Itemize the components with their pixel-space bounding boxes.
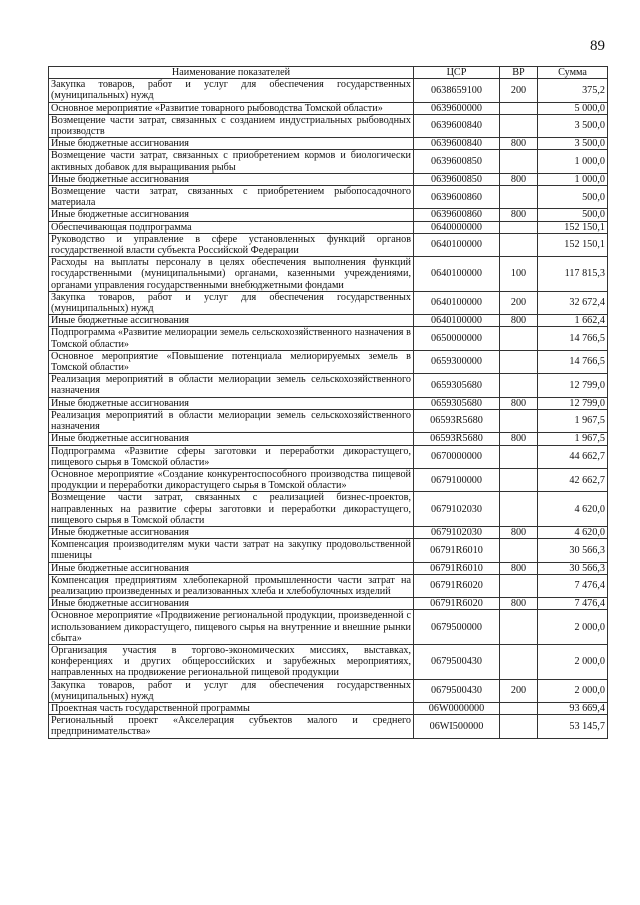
csr-cell: 06791R6020: [414, 598, 500, 610]
table-row: [49, 715, 608, 738]
table-row: [49, 539, 608, 562]
name-cell: Проектная часть государственной программы: [49, 702, 414, 714]
budget-table: [48, 66, 608, 739]
table-row: [49, 209, 608, 221]
sum-cell: 14 766,5: [538, 350, 608, 373]
name-cell: Иные бюджетные ассигнования: [49, 562, 414, 574]
name-cell: Реализация мероприятий в области мелиорации земель сельскохозяйственного назначения: [49, 409, 414, 432]
sum-cell: 14 766,5: [538, 327, 608, 350]
sum-cell: 12 799,0: [538, 397, 608, 409]
vr-cell: [500, 610, 538, 645]
csr-cell: 0679102030: [414, 526, 500, 538]
table-row: [49, 574, 608, 597]
header-csr: ЦСР: [414, 67, 500, 79]
csr-cell: 0679500430: [414, 679, 500, 702]
table-row: [49, 445, 608, 468]
vr-cell: [500, 574, 538, 597]
csr-cell: 06791R6010: [414, 539, 500, 562]
vr-cell: [500, 102, 538, 114]
table-row: [49, 150, 608, 173]
table-row: [49, 598, 608, 610]
header-sum: Сумма: [538, 67, 608, 79]
table-row: [49, 468, 608, 491]
name-cell: Расходы на выплаты персоналу в целях обеспечения выполнения функций государственными (муниципальными) органами, казенными учреждениями, органами управления государственными внебюджетными фондами: [49, 257, 414, 292]
vr-cell: [500, 492, 538, 527]
sum-cell: 53 145,7: [538, 715, 608, 738]
csr-cell: 0659305680: [414, 374, 500, 397]
vr-cell: [500, 233, 538, 256]
name-cell: Региональный проект «Акселерация субъектов малого и среднего предпринимательства»: [49, 715, 414, 738]
name-cell: Иные бюджетные ассигнования: [49, 138, 414, 150]
csr-cell: 06WI500000: [414, 715, 500, 738]
vr-cell: [500, 350, 538, 373]
table-header-row: [49, 67, 608, 79]
vr-cell: [500, 114, 538, 137]
sum-cell: 500,0: [538, 209, 608, 221]
vr-cell: [500, 186, 538, 209]
table-row: [49, 702, 608, 714]
csr-cell: 0670000000: [414, 445, 500, 468]
table-row: [49, 562, 608, 574]
sum-cell: 30 566,3: [538, 562, 608, 574]
name-cell: Закупка товаров, работ и услуг для обеспечения государственных (муниципальных) нужд: [49, 291, 414, 314]
table-row: [49, 433, 608, 445]
csr-cell: 0640000000: [414, 221, 500, 233]
vr-cell: [500, 150, 538, 173]
table-row: [49, 397, 608, 409]
name-cell: Основное мероприятие «Создание конкурентоспособного производства пищевой продукции и переработки дикорастущего сырья в Томской области»: [49, 468, 414, 491]
name-cell: Иные бюджетные ассигнования: [49, 397, 414, 409]
csr-cell: 0640100000: [414, 291, 500, 314]
sum-cell: 2 000,0: [538, 679, 608, 702]
csr-cell: 0650000000: [414, 327, 500, 350]
table-row: [49, 79, 608, 102]
vr-cell: 100: [500, 257, 538, 292]
name-cell: Организация участия в торгово-экономических миссиях, выставках, конференциях и других общероссийских и зарубежных мероприятиях, направленных на продвижение региональной пищевой продукции: [49, 644, 414, 679]
vr-cell: 200: [500, 291, 538, 314]
sum-cell: 3 500,0: [538, 138, 608, 150]
sum-cell: 4 620,0: [538, 526, 608, 538]
table-row: [49, 173, 608, 185]
table-row: [49, 186, 608, 209]
sum-cell: 93 669,4: [538, 702, 608, 714]
name-cell: Обеспечивающая подпрограмма: [49, 221, 414, 233]
table-row: [49, 679, 608, 702]
name-cell: Основное мероприятие «Развитие товарного рыбоводства Томской области»: [49, 102, 414, 114]
vr-cell: [500, 221, 538, 233]
table-row: [49, 526, 608, 538]
sum-cell: 7 476,4: [538, 574, 608, 597]
csr-cell: 06791R6020: [414, 574, 500, 597]
csr-cell: 0639600860: [414, 186, 500, 209]
name-cell: Возмещение части затрат, связанных с реализацией бизнес-проектов, направленных на развитие сферы заготовки и переработки дикорастущего, пищевого сырья в Томской области: [49, 492, 414, 527]
sum-cell: 32 672,4: [538, 291, 608, 314]
table-row: [49, 257, 608, 292]
vr-cell: [500, 445, 538, 468]
csr-cell: 0639600000: [414, 102, 500, 114]
vr-cell: 200: [500, 79, 538, 102]
name-cell: Закупка товаров, работ и услуг для обеспечения государственных (муниципальных) нужд: [49, 79, 414, 102]
name-cell: Основное мероприятие «Продвижение региональной продукции, произведенной с использованием дикорастущего, пищевого сырья на внутренние и внешние рынки сбыта»: [49, 610, 414, 645]
vr-cell: [500, 539, 538, 562]
csr-cell: 0659300000: [414, 350, 500, 373]
csr-cell: 0639600840: [414, 114, 500, 137]
name-cell: Возмещение части затрат, связанных с созданием индустриальных рыбоводных производств: [49, 114, 414, 137]
name-cell: Реализация мероприятий в области мелиорации земель сельскохозяйственного назначения: [49, 374, 414, 397]
table-row: [49, 327, 608, 350]
vr-cell: 800: [500, 315, 538, 327]
name-cell: Компенсация производителям муки части затрат на закупку продовольственной пшеницы: [49, 539, 414, 562]
name-cell: Иные бюджетные ассигнования: [49, 433, 414, 445]
csr-cell: 0679500000: [414, 610, 500, 645]
vr-cell: 800: [500, 562, 538, 574]
csr-cell: 0639600850: [414, 150, 500, 173]
sum-cell: 117 815,3: [538, 257, 608, 292]
table-row: [49, 291, 608, 314]
name-cell: Основное мероприятие «Повышение потенциала мелиорируемых земель в Томской области»: [49, 350, 414, 373]
csr-cell: 06791R6010: [414, 562, 500, 574]
csr-cell: 0638659100: [414, 79, 500, 102]
csr-cell: 0679500430: [414, 644, 500, 679]
table-row: [49, 350, 608, 373]
vr-cell: [500, 468, 538, 491]
name-cell: Закупка товаров, работ и услуг для обеспечения государственных (муниципальных) нужд: [49, 679, 414, 702]
sum-cell: 12 799,0: [538, 374, 608, 397]
vr-cell: [500, 715, 538, 738]
name-cell: Иные бюджетные ассигнования: [49, 526, 414, 538]
csr-cell: 06W0000000: [414, 702, 500, 714]
csr-cell: 0679100000: [414, 468, 500, 491]
vr-cell: 800: [500, 397, 538, 409]
sum-cell: 500,0: [538, 186, 608, 209]
table-row: [49, 315, 608, 327]
sum-cell: 1 000,0: [538, 173, 608, 185]
vr-cell: [500, 702, 538, 714]
table-row: [49, 114, 608, 137]
sum-cell: 1 967,5: [538, 433, 608, 445]
table-row: [49, 409, 608, 432]
vr-cell: 800: [500, 173, 538, 185]
vr-cell: [500, 409, 538, 432]
header-vr: ВР: [500, 67, 538, 79]
page-number: 89: [590, 38, 605, 54]
csr-cell: 0659305680: [414, 397, 500, 409]
sum-cell: 3 500,0: [538, 114, 608, 137]
csr-cell: 06593R5680: [414, 433, 500, 445]
sum-cell: 152 150,1: [538, 221, 608, 233]
sum-cell: 2 000,0: [538, 610, 608, 645]
sum-cell: 4 620,0: [538, 492, 608, 527]
sum-cell: 1 000,0: [538, 150, 608, 173]
header-name: Наименование показателей: [49, 67, 414, 79]
csr-cell: 0640100000: [414, 257, 500, 292]
vr-cell: 800: [500, 598, 538, 610]
table-row: [49, 102, 608, 114]
sum-cell: 5 000,0: [538, 102, 608, 114]
name-cell: Компенсация предприятиям хлебопекарной промышленности части затрат на реализацию произведенных и реализованных хлеба и хлебобулочных изделий: [49, 574, 414, 597]
table-row: [49, 221, 608, 233]
sum-cell: 375,2: [538, 79, 608, 102]
sum-cell: 30 566,3: [538, 539, 608, 562]
csr-cell: 0640100000: [414, 233, 500, 256]
vr-cell: 800: [500, 209, 538, 221]
name-cell: Подпрограмма «Развитие мелиорации земель сельскохозяйственного назначения в Томской области»: [49, 327, 414, 350]
csr-cell: 0639600840: [414, 138, 500, 150]
sum-cell: 7 476,4: [538, 598, 608, 610]
vr-cell: 800: [500, 526, 538, 538]
csr-cell: 0640100000: [414, 315, 500, 327]
vr-cell: 200: [500, 679, 538, 702]
table-row: [49, 492, 608, 527]
sum-cell: 42 662,7: [538, 468, 608, 491]
table-row: [49, 644, 608, 679]
vr-cell: [500, 374, 538, 397]
name-cell: Иные бюджетные ассигнования: [49, 173, 414, 185]
csr-cell: 0639600850: [414, 173, 500, 185]
vr-cell: [500, 327, 538, 350]
vr-cell: 800: [500, 433, 538, 445]
csr-cell: 0639600860: [414, 209, 500, 221]
csr-cell: 06593R5680: [414, 409, 500, 432]
sum-cell: 1 967,5: [538, 409, 608, 432]
name-cell: Руководство и управление в сфере установленных функций органов государственной власти субъекта Российской Федерации: [49, 233, 414, 256]
csr-cell: 0679102030: [414, 492, 500, 527]
table-row: [49, 233, 608, 256]
table-row: [49, 374, 608, 397]
name-cell: Возмещение части затрат, связанных с приобретением кормов и биологически активных добавок для выращивания рыбы: [49, 150, 414, 173]
table-row: [49, 138, 608, 150]
sum-cell: 152 150,1: [538, 233, 608, 256]
name-cell: Иные бюджетные ассигнования: [49, 315, 414, 327]
sum-cell: 1 662,4: [538, 315, 608, 327]
sum-cell: 44 662,7: [538, 445, 608, 468]
vr-cell: 800: [500, 138, 538, 150]
name-cell: Возмещение части затрат, связанных с приобретением рыбопосадочного материала: [49, 186, 414, 209]
sum-cell: 2 000,0: [538, 644, 608, 679]
name-cell: Подпрограмма «Развитие сферы заготовки и переработки дикорастущего, пищевого сырья в Томской области»: [49, 445, 414, 468]
name-cell: Иные бюджетные ассигнования: [49, 598, 414, 610]
name-cell: Иные бюджетные ассигнования: [49, 209, 414, 221]
table-row: [49, 610, 608, 645]
vr-cell: [500, 644, 538, 679]
